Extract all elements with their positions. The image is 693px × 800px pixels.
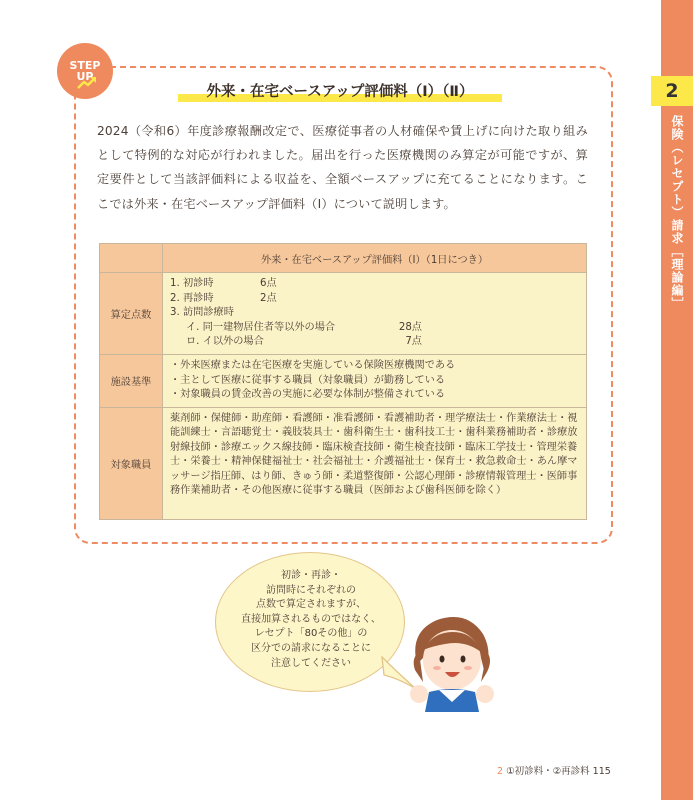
step-up-badge — [57, 43, 113, 99]
page-title: 外来・在宅ベースアップ評価料（Ⅰ）（Ⅱ） — [178, 80, 502, 104]
chapter-title: 保険（レセプト）請求［理論編］ — [670, 115, 684, 310]
page-footer — [497, 763, 611, 777]
list-item: 3. 訪問診療時 — [170, 307, 234, 318]
table-row — [100, 407, 587, 519]
footer-chapter-number: 2 — [497, 766, 504, 777]
list-item: ・対象職員の賃金改善の実施に必要な体制が整備されている — [170, 389, 446, 400]
row-label-facility: 施設基準 — [100, 355, 163, 408]
table-header: 外来・在宅ベースアップ評価料（Ⅰ）（1日につき） — [163, 244, 587, 273]
speech-bubble-text: 初診・再診・ 訪問時にそれぞれの 点数で算定されますが、 直接加算されるものではなく、 レセプト「80その他」の 区分での請求になることに 注意してください — [241, 570, 381, 669]
facility-cell — [163, 355, 587, 408]
points-cell — [163, 273, 587, 355]
list-item: 2. 再診時 2点 — [170, 292, 277, 304]
intro-paragraph: 2024（令和6）年度診療報酬改定で、医療従事者の人材確保や賃上げに向けた取り組みとして特例的な対応が行われました。届出を行った医療機関のみ算定が可能ですが、算定要件として当該評価料による収益を、全額ベースアップに充てることになります。ここでは外来・在宅ベースアップ評価料（Ⅰ）について説明します。 — [97, 124, 588, 211]
evaluation-fee-table — [99, 243, 587, 520]
table-row — [100, 273, 587, 355]
footer-section: ①初診料・②再診料 — [506, 766, 590, 777]
list-item: ・主として医療に従事する職員（対象職員）が勤務している — [170, 374, 446, 386]
table-corner-cell — [100, 244, 163, 273]
page-number: 115 — [592, 766, 611, 777]
list-item: 1. 初診時 6点 — [170, 278, 277, 289]
table-row — [100, 355, 587, 408]
rising-arrow-icon — [77, 76, 97, 90]
badge-up-label: UP — [76, 70, 94, 83]
row-label-points: 算定点数 — [100, 273, 163, 355]
list-item: イ. 同一建物居住者等以外の場合 28点 — [186, 321, 422, 333]
nurse-character-illustration — [395, 612, 505, 712]
list-item: ロ. イ以外の場合 7点 — [186, 336, 422, 347]
staff-cell: 薬剤師・保健師・助産師・看護師・准看護師・看護補助者・理学療法士・作業療法士・視能訓練士・言語聴覚士・義肢装具士・歯科衛生士・歯科技工士・歯科業務補助者・診療放射線技師・診療エックス線技師・臨床検査技師・衛生検査技師・臨床工学技士・管理栄養士・栄養士・精神保健福祉士・社会福祉士・介護福祉士・保育士・救急救命士・あん摩マッサージ指圧師、はり師、きゅう師・柔道整復師・公認心理師・診療情報管理士・医師事務作業補助者・その他医療に従事する職員（医師および歯科医師を除く） — [163, 407, 587, 519]
row-label-staff: 対象職員 — [100, 407, 163, 519]
list-item: ・外来医療または在宅医療を実施している保険医療機関である — [170, 360, 456, 371]
chapter-number: 2 — [651, 76, 693, 106]
badge-step-label: STEP — [69, 59, 101, 72]
